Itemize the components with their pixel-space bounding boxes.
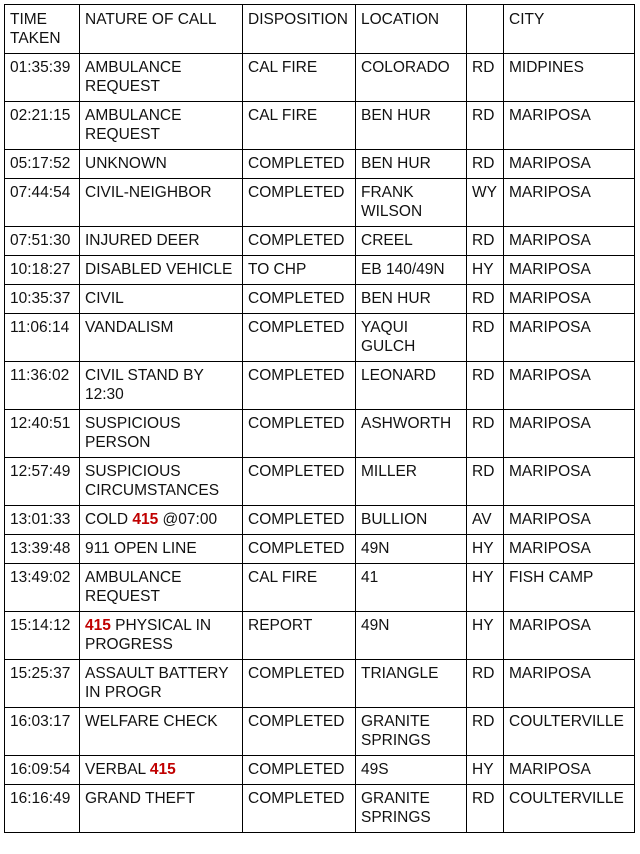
- nature-text: CIVIL: [85, 290, 124, 307]
- city-cell: MARIPOSA: [504, 458, 635, 506]
- location-type-cell: RD: [467, 314, 504, 362]
- header-nature-of-call: NATURE OF CALL: [80, 5, 243, 54]
- nature-cell: [80, 150, 243, 179]
- nature-text: DISABLED VEHICLE: [85, 261, 233, 278]
- disposition-cell: COMPLETED: [243, 314, 356, 362]
- location-type-cell: RD: [467, 54, 504, 102]
- location-cell: 49N: [356, 535, 467, 564]
- table-row: [5, 708, 635, 756]
- city-cell: MIDPINES: [504, 54, 635, 102]
- location-type-cell: RD: [467, 458, 504, 506]
- header-disposition: DISPOSITION: [243, 5, 356, 54]
- nature-cell: [80, 285, 243, 314]
- disposition-cell: CAL FIRE: [243, 564, 356, 612]
- table-row: [5, 150, 635, 179]
- city-cell: MARIPOSA: [504, 285, 635, 314]
- nature-text: 911 OPEN LINE: [85, 540, 197, 557]
- disposition-cell: COMPLETED: [243, 410, 356, 458]
- disposition-cell: REPORT: [243, 612, 356, 660]
- nature-cell: [80, 54, 243, 102]
- city-cell: MARIPOSA: [504, 179, 635, 227]
- nature-text: PHYSICAL IN PROGRESS: [85, 617, 212, 653]
- time-cell: 11:36:02: [5, 362, 80, 410]
- location-cell: BULLION: [356, 506, 467, 535]
- nature-text: INJURED DEER: [85, 232, 200, 249]
- nature-cell: [80, 410, 243, 458]
- city-cell: MARIPOSA: [504, 535, 635, 564]
- nature-text: AMBULANCE REQUEST: [85, 569, 182, 605]
- city-cell: MARIPOSA: [504, 756, 635, 785]
- header-time-taken: TIME TAKEN: [5, 5, 80, 54]
- table-row: [5, 410, 635, 458]
- disposition-cell: COMPLETED: [243, 506, 356, 535]
- nature-cell: [80, 314, 243, 362]
- time-cell: 15:14:12: [5, 612, 80, 660]
- table-row: [5, 285, 635, 314]
- nature-cell: [80, 362, 243, 410]
- nature-cell: [80, 708, 243, 756]
- highlighted-code: 415: [85, 617, 111, 634]
- city-cell: MARIPOSA: [504, 150, 635, 179]
- location-cell: EB 140/49N: [356, 256, 467, 285]
- table-row: [5, 535, 635, 564]
- city-cell: COULTERVILLE: [504, 708, 635, 756]
- header-location: LOCATION: [356, 5, 467, 54]
- location-type-cell: HY: [467, 256, 504, 285]
- table-body: [5, 54, 635, 833]
- nature-cell: [80, 612, 243, 660]
- time-cell: 16:03:17: [5, 708, 80, 756]
- time-cell: 07:51:30: [5, 227, 80, 256]
- highlighted-code: 415: [149, 761, 176, 778]
- table-header: [5, 5, 635, 54]
- nature-text: CIVIL-NEIGHBOR: [85, 184, 212, 201]
- disposition-cell: COMPLETED: [243, 227, 356, 256]
- location-cell: BEN HUR: [356, 102, 467, 150]
- highlighted-code: 415: [132, 511, 159, 528]
- city-cell: MARIPOSA: [504, 314, 635, 362]
- time-cell: 12:57:49: [5, 458, 80, 506]
- time-cell: 13:49:02: [5, 564, 80, 612]
- nature-text: AMBULANCE REQUEST: [85, 107, 182, 143]
- city-cell: MARIPOSA: [504, 612, 635, 660]
- location-type-cell: RD: [467, 660, 504, 708]
- nature-text: GRAND THEFT: [85, 790, 195, 807]
- disposition-cell: COMPLETED: [243, 362, 356, 410]
- location-type-cell: RD: [467, 285, 504, 314]
- table-row: [5, 362, 635, 410]
- location-cell: YAQUI GULCH: [356, 314, 467, 362]
- city-cell: MARIPOSA: [504, 506, 635, 535]
- nature-cell: [80, 256, 243, 285]
- time-cell: 10:35:37: [5, 285, 80, 314]
- table-row: [5, 785, 635, 833]
- table-row: [5, 54, 635, 102]
- nature-text: @07:00: [158, 511, 218, 528]
- time-cell: 07:44:54: [5, 179, 80, 227]
- city-cell: MARIPOSA: [504, 660, 635, 708]
- city-cell: MARIPOSA: [504, 362, 635, 410]
- time-cell: 02:21:15: [5, 102, 80, 150]
- time-cell: 05:17:52: [5, 150, 80, 179]
- location-cell: COLORADO: [356, 54, 467, 102]
- time-cell: 15:25:37: [5, 660, 80, 708]
- location-cell: 49N: [356, 612, 467, 660]
- table-row: [5, 458, 635, 506]
- table-row: [5, 102, 635, 150]
- nature-text: SUSPICIOUS CIRCUMSTANCES: [85, 463, 220, 499]
- nature-text: COLD: [85, 511, 133, 528]
- time-cell: 13:01:33: [5, 506, 80, 535]
- disposition-cell: COMPLETED: [243, 150, 356, 179]
- table-row: [5, 612, 635, 660]
- table-row: [5, 660, 635, 708]
- time-cell: 16:09:54: [5, 756, 80, 785]
- nature-text: AMBULANCE REQUEST: [85, 59, 182, 95]
- nature-cell: [80, 227, 243, 256]
- table-row: [5, 314, 635, 362]
- location-cell: MILLER: [356, 458, 467, 506]
- city-cell: MARIPOSA: [504, 102, 635, 150]
- location-type-cell: WY: [467, 179, 504, 227]
- location-type-cell: RD: [467, 362, 504, 410]
- location-type-cell: AV: [467, 506, 504, 535]
- location-cell: TRIANGLE: [356, 660, 467, 708]
- table-row: [5, 227, 635, 256]
- nature-cell: [80, 756, 243, 785]
- city-cell: MARIPOSA: [504, 256, 635, 285]
- location-cell: 49S: [356, 756, 467, 785]
- location-cell: 41: [356, 564, 467, 612]
- location-type-cell: HY: [467, 535, 504, 564]
- nature-text: VERBAL: [85, 761, 150, 778]
- location-type-cell: RD: [467, 785, 504, 833]
- time-cell: 16:16:49: [5, 785, 80, 833]
- location-type-cell: RD: [467, 708, 504, 756]
- location-type-cell: RD: [467, 227, 504, 256]
- disposition-cell: CAL FIRE: [243, 54, 356, 102]
- nature-cell: [80, 506, 243, 535]
- header-location-type: [467, 5, 504, 54]
- location-cell: BEN HUR: [356, 285, 467, 314]
- nature-text: ASSAULT BATTERY IN PROGR: [85, 665, 229, 701]
- location-type-cell: HY: [467, 564, 504, 612]
- nature-cell: [80, 458, 243, 506]
- header-row: [5, 5, 635, 54]
- disposition-cell: COMPLETED: [243, 285, 356, 314]
- city-cell: FISH CAMP: [504, 564, 635, 612]
- nature-text: SUSPICIOUS PERSON: [85, 415, 181, 451]
- time-cell: 12:40:51: [5, 410, 80, 458]
- nature-cell: [80, 102, 243, 150]
- time-cell: 11:06:14: [5, 314, 80, 362]
- disposition-cell: COMPLETED: [243, 756, 356, 785]
- location-type-cell: HY: [467, 756, 504, 785]
- disposition-cell: CAL FIRE: [243, 102, 356, 150]
- location-cell: CREEL: [356, 227, 467, 256]
- location-cell: ASHWORTH: [356, 410, 467, 458]
- city-cell: COULTERVILLE: [504, 785, 635, 833]
- table-row: [5, 756, 635, 785]
- disposition-cell: COMPLETED: [243, 458, 356, 506]
- city-cell: MARIPOSA: [504, 227, 635, 256]
- location-type-cell: RD: [467, 102, 504, 150]
- location-cell: GRANITE SPRINGS: [356, 785, 467, 833]
- time-cell: 13:39:48: [5, 535, 80, 564]
- location-type-cell: HY: [467, 612, 504, 660]
- nature-text: WELFARE CHECK: [85, 713, 218, 730]
- disposition-cell: COMPLETED: [243, 785, 356, 833]
- table-row: [5, 179, 635, 227]
- location-type-cell: RD: [467, 410, 504, 458]
- nature-text: VANDALISM: [85, 319, 174, 336]
- disposition-cell: COMPLETED: [243, 179, 356, 227]
- disposition-cell: COMPLETED: [243, 660, 356, 708]
- nature-cell: [80, 660, 243, 708]
- nature-cell: [80, 785, 243, 833]
- nature-cell: [80, 535, 243, 564]
- nature-text: UNKNOWN: [85, 155, 167, 172]
- header-city: CITY: [504, 5, 635, 54]
- disposition-cell: COMPLETED: [243, 535, 356, 564]
- location-cell: BEN HUR: [356, 150, 467, 179]
- disposition-cell: COMPLETED: [243, 708, 356, 756]
- table-row: [5, 256, 635, 285]
- location-cell: LEONARD: [356, 362, 467, 410]
- city-cell: MARIPOSA: [504, 410, 635, 458]
- location-type-cell: RD: [467, 150, 504, 179]
- time-cell: 01:35:39: [5, 54, 80, 102]
- table-row: [5, 564, 635, 612]
- disposition-cell: TO CHP: [243, 256, 356, 285]
- nature-cell: [80, 179, 243, 227]
- call-log-table: [4, 4, 635, 833]
- location-cell: GRANITE SPRINGS: [356, 708, 467, 756]
- nature-text: CIVIL STAND BY 12:30: [85, 367, 204, 403]
- table-row: [5, 506, 635, 535]
- location-cell: FRANK WILSON: [356, 179, 467, 227]
- nature-cell: [80, 564, 243, 612]
- time-cell: 10:18:27: [5, 256, 80, 285]
